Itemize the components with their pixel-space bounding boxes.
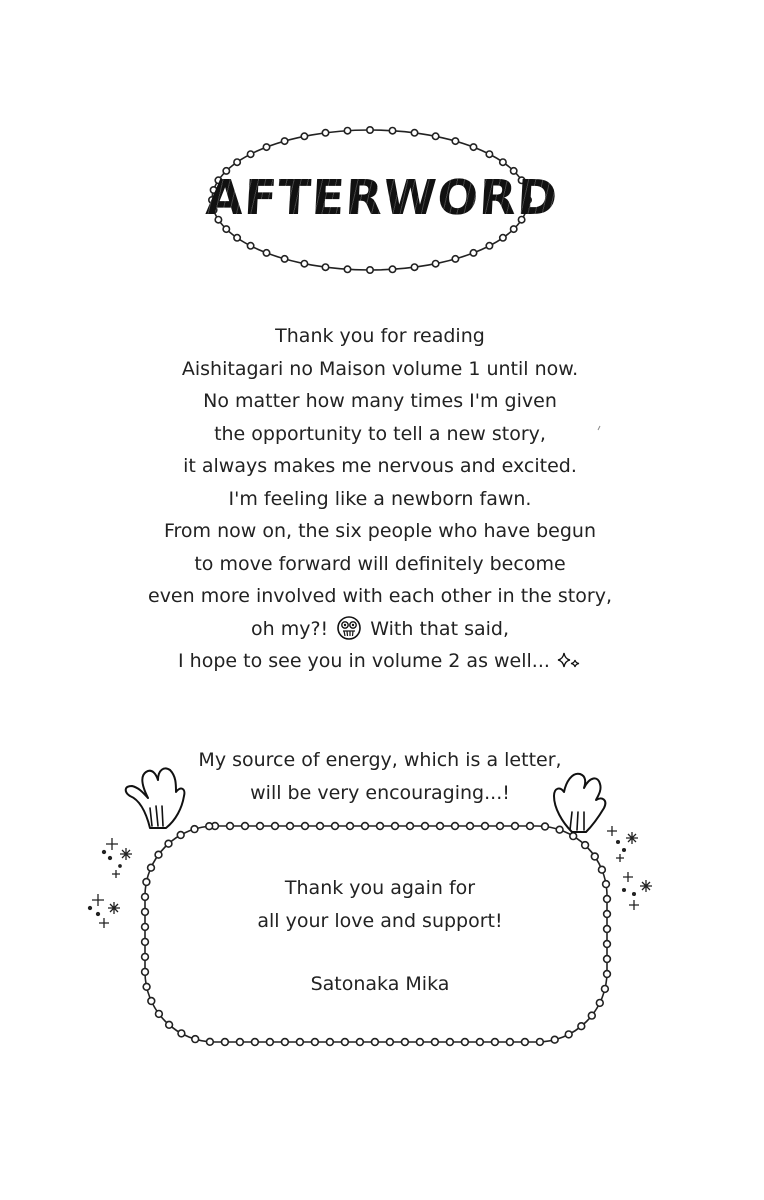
border-loop xyxy=(512,823,519,830)
sparkle-icon xyxy=(556,651,582,671)
border-loop xyxy=(467,823,474,830)
border-loop xyxy=(551,1036,558,1043)
closing-line: all your love and support! xyxy=(257,909,503,932)
border-loop xyxy=(602,986,609,993)
border-loop xyxy=(604,971,611,978)
border-loop xyxy=(500,235,506,241)
border-loop xyxy=(301,133,307,139)
border-loop xyxy=(604,926,611,933)
border-loop xyxy=(422,823,429,830)
body-line-part: oh my?! xyxy=(251,617,329,640)
border-loop xyxy=(234,159,240,165)
border-loop xyxy=(367,267,373,273)
border-loop xyxy=(452,138,458,144)
border-loop xyxy=(437,823,444,830)
border-loop xyxy=(367,127,373,133)
letter-line: My source of energy, which is a letter, xyxy=(198,749,562,771)
border-loop xyxy=(222,1039,229,1046)
border-loop xyxy=(492,1039,499,1046)
border-loop xyxy=(570,833,577,840)
body-line: Aishitagari no Maison volume 1 until now. xyxy=(181,357,579,380)
page-title: AFTERWORD xyxy=(204,170,560,226)
border-loop xyxy=(497,823,504,830)
border-loop xyxy=(486,151,492,157)
body-line: even more involved with each other in the story, xyxy=(148,585,612,607)
sparkles-left-top xyxy=(103,838,133,878)
border-loop xyxy=(142,939,149,946)
border-loop xyxy=(604,896,611,903)
border-loop xyxy=(281,138,287,144)
border-loop xyxy=(603,881,610,888)
border-loop xyxy=(327,1039,334,1046)
border-loop xyxy=(263,144,269,150)
border-loop xyxy=(500,159,506,165)
border-loop xyxy=(237,1039,244,1046)
border-loop xyxy=(155,851,162,858)
border-loop xyxy=(287,823,294,830)
border-loop xyxy=(207,1038,214,1045)
border-loop xyxy=(452,823,459,830)
border-loop xyxy=(432,133,438,139)
body-line: I'm feeling like a newborn fawn. xyxy=(228,487,532,510)
border-loop xyxy=(556,826,563,833)
border-loop xyxy=(301,261,307,267)
body-line: the opportunity to tell a new story, xyxy=(214,422,546,445)
border-loop xyxy=(604,911,611,918)
border-loop xyxy=(247,243,253,249)
border-loop xyxy=(302,823,309,830)
border-loop xyxy=(591,853,598,860)
border-loop xyxy=(377,823,384,830)
body-line-with-sparkle xyxy=(120,645,640,678)
border-loop xyxy=(357,1039,364,1046)
border-loop xyxy=(282,1039,289,1046)
closing-message xyxy=(180,872,580,937)
letter-request xyxy=(120,744,640,809)
border-loop xyxy=(604,941,611,948)
border-loop xyxy=(142,954,149,961)
border-loop xyxy=(247,151,253,157)
border-loop xyxy=(297,1039,304,1046)
border-loop xyxy=(206,823,213,830)
body-line-part: With that said, xyxy=(370,617,509,640)
border-loop xyxy=(452,256,458,262)
shocked-face-icon xyxy=(336,615,362,641)
border-loop xyxy=(148,864,155,871)
border-loop xyxy=(411,264,417,270)
letter-line: will be very encouraging...! xyxy=(250,781,510,804)
border-loop xyxy=(191,826,198,833)
border-loop xyxy=(372,1039,379,1046)
border-loop xyxy=(527,823,534,830)
author-signature: Satonaka Mika xyxy=(310,973,450,995)
border-loop xyxy=(332,823,339,830)
border-loop xyxy=(322,130,328,136)
border-loop xyxy=(588,1012,595,1019)
border-loop xyxy=(252,1039,259,1046)
border-loop xyxy=(317,823,324,830)
border-loop xyxy=(599,866,606,873)
border-loop xyxy=(387,1039,394,1046)
border-loop xyxy=(263,250,269,256)
afterword-body xyxy=(120,320,640,678)
border-loop xyxy=(482,823,489,830)
sparkles-left-bottom xyxy=(89,894,121,928)
border-loop xyxy=(312,1039,319,1046)
body-line: From now on, the six people who have begun xyxy=(163,520,597,542)
border-loop xyxy=(565,1031,572,1038)
border-loop xyxy=(507,1039,514,1046)
border-loop xyxy=(148,998,155,1005)
border-loop xyxy=(272,823,279,830)
border-loop xyxy=(537,1039,544,1046)
border-loop xyxy=(477,1039,484,1046)
border-loop xyxy=(234,235,240,241)
border-loop xyxy=(470,144,476,150)
border-loop xyxy=(177,832,184,839)
border-loop xyxy=(142,894,149,901)
border-loop xyxy=(432,261,438,267)
sparkles-right-bottom xyxy=(623,872,652,910)
border-loop xyxy=(578,1023,585,1030)
sparkles-right-top xyxy=(607,826,638,862)
body-line: to move forward will definitely become xyxy=(194,552,566,575)
border-loop xyxy=(267,1039,274,1046)
border-loop xyxy=(192,1036,199,1043)
border-loop xyxy=(143,879,150,886)
border-loop xyxy=(156,1011,163,1018)
border-loop xyxy=(143,983,150,990)
closing-line: Thank you again for xyxy=(284,877,476,899)
body-line-with-face xyxy=(120,613,640,646)
border-loop xyxy=(342,1039,349,1046)
border-loop xyxy=(596,1000,603,1007)
border-loop xyxy=(178,1030,185,1037)
border-loop xyxy=(432,1039,439,1046)
border-loop xyxy=(470,250,476,256)
border-loop xyxy=(344,266,350,272)
border-loop xyxy=(604,956,611,963)
border-loop xyxy=(142,924,149,931)
border-loop xyxy=(166,1021,173,1028)
border-loop xyxy=(389,266,395,272)
border-loop xyxy=(142,909,149,916)
border-loop xyxy=(142,969,149,976)
border-loop xyxy=(362,823,369,830)
border-loop xyxy=(407,823,414,830)
border-loop xyxy=(582,842,589,849)
border-loop xyxy=(392,823,399,830)
border-loop xyxy=(257,823,264,830)
body-line: it always makes me nervous and excited. xyxy=(183,455,577,477)
border-loop xyxy=(462,1039,469,1046)
border-loop xyxy=(281,256,287,262)
border-loop xyxy=(165,840,172,847)
body-line-part: I hope to see you in volume 2 as well... xyxy=(178,650,550,672)
border-loop xyxy=(447,1039,454,1046)
border-loop xyxy=(486,243,492,249)
border-loop xyxy=(542,823,549,830)
body-line: No matter how many times I'm given xyxy=(203,390,557,412)
border-loop xyxy=(344,128,350,134)
border-loop xyxy=(242,823,249,830)
border-loop xyxy=(227,823,234,830)
border-loop xyxy=(347,823,354,830)
border-loop xyxy=(417,1039,424,1046)
border-loop xyxy=(411,130,417,136)
border-loop xyxy=(402,1039,409,1046)
border-loop xyxy=(522,1039,529,1046)
body-line: Thank you for reading xyxy=(275,325,485,347)
border-loop xyxy=(389,128,395,134)
border-loop xyxy=(322,264,328,270)
